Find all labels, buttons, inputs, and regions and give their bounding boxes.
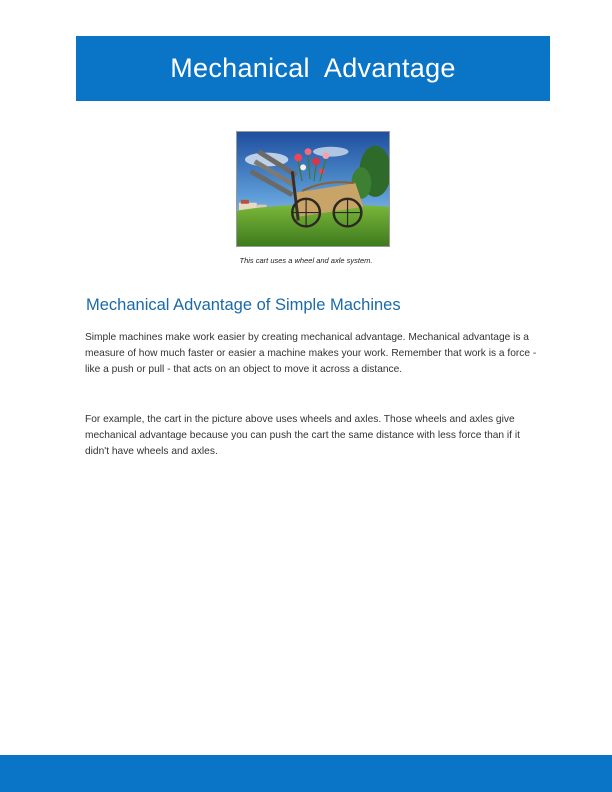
footer-bar [0, 755, 612, 792]
page-title: Mechanical Advantage [170, 53, 456, 83]
body-paragraph: For example, the cart in the picture above uses wheels and axles. Those wheels and axles give mechanical advantage because you can push the cart the same distance with less force than if it didn't have wheels and axles. [85, 414, 520, 457]
title-banner [76, 36, 550, 101]
cart-illustration [237, 132, 389, 246]
section-heading: Mechanical Advantage of Simple Machines [86, 296, 401, 314]
body-paragraph: Simple machines make work easier by creating mechanical advantage. Mechanical advantage is a measure of how much faster or easier a machine makes your work. Remember that work is a force - like a push or pull - that acts on an object to move it across a distance. [85, 332, 537, 375]
figure-caption: This cart uses a wheel and axle system. [239, 256, 373, 265]
cart-photo [236, 131, 390, 247]
